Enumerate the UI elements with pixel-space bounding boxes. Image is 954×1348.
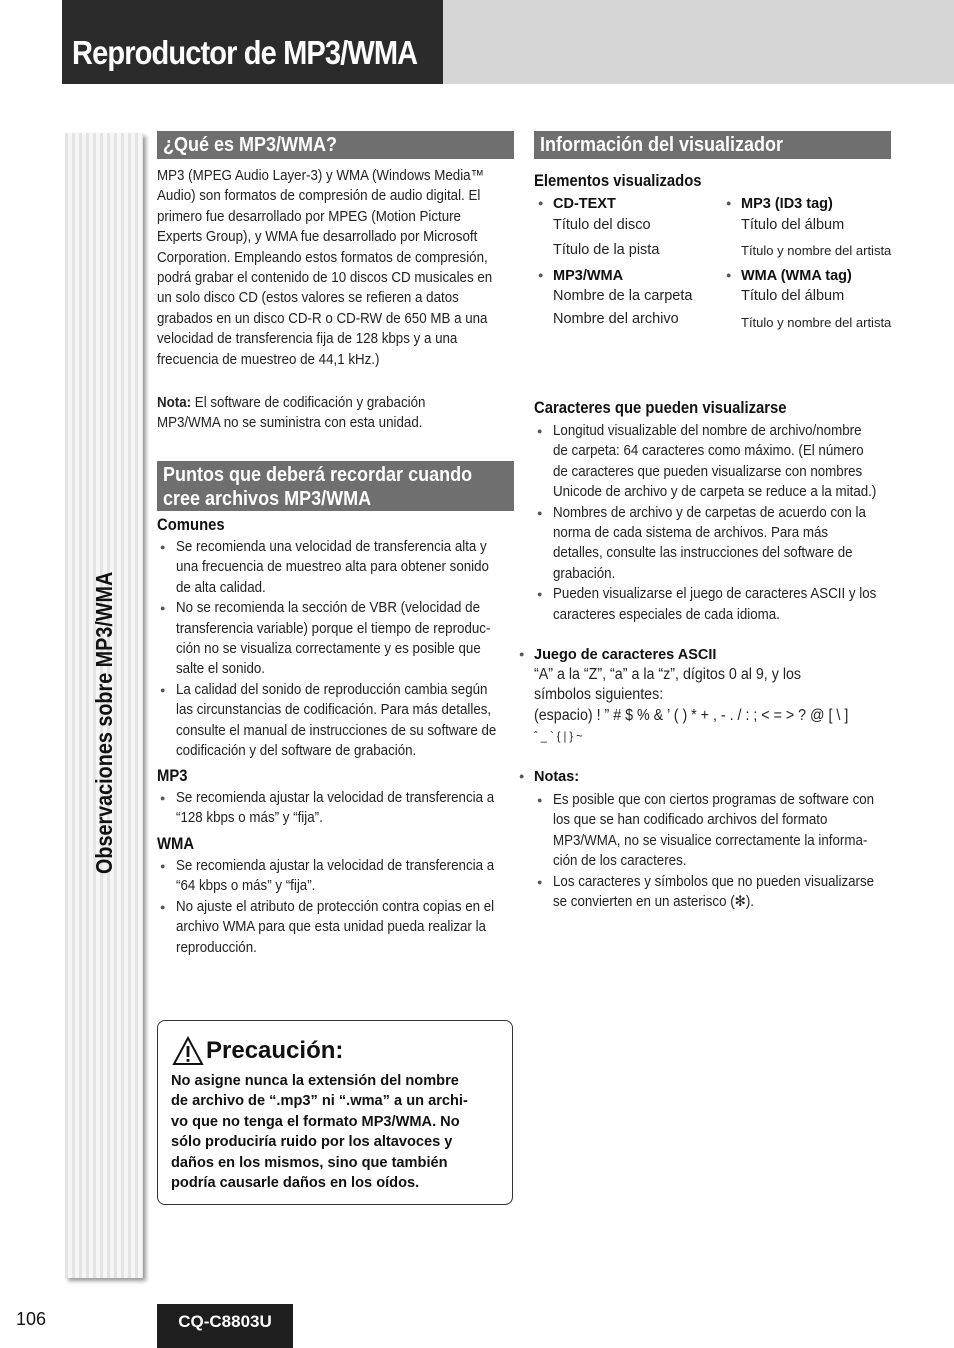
- section-what-is-body: MP3 (MPEG Audio Layer-3) y WMA (Windows Media™ Audio) son formatos de compresión de audio digital. El primero fue desarrollado por MPEG (Motion Picture Experts Group), y WMA fue desarrollado por Microsoft Corporation. Empleando estos formatos de compresión, podrá grabar el contenido de 10 discos CD musicales en un solo disco CD (estos valores se refieren a datos grabados en un disco CD-R o CD-RW de 650 MB a una velocidad de transferencia fija de 128 kbps y a una frecuencia de muestreo de 44,1 kHz.): [157, 168, 493, 368]
- list-mp3: [157, 788, 517, 829]
- caution-text: No asigne nunca la extensión del nombre de archivo de “.mp3” ni “.wma” a un archi- vo que no tenga el formato MP3/WMA. No sólo produciría ruido por los altavoces y daños en los mismos, sino que también podría causarle daños en los oídos.: [171, 1073, 468, 1192]
- note-label: Nota:: [157, 395, 192, 411]
- list-caracteres: [534, 421, 894, 625]
- subheading-caracteres: Caracteres que pueden visualizarse: [534, 399, 787, 417]
- list-item: ● Se recomienda ajustar la velocidad de transferencia a “64 kbps o más” y “fija”.: [157, 856, 517, 897]
- subheading-elementos: Elementos visualizados: [534, 172, 702, 190]
- page-number: 106: [16, 1309, 47, 1329]
- caution-box: [157, 1020, 513, 1205]
- list-comunes: [157, 537, 517, 761]
- list-item: ● Pueden visualizarse el juego de caracteres ASCII y los caracteres especiales de cada idioma.: [534, 584, 894, 625]
- wma-tag-label: ● WMA (WMA tag): [741, 268, 852, 284]
- ascii-body: “A” a la “Z”, “a” a la “z”, dígitos 0 al 9, y los símbolos siguientes: (espacio) ! ” # $ % & ’ ( ) * + , - . / : ; < = > ? @ [ \ ] ˆ _ ` { | } ~: [534, 666, 849, 744]
- cd-text-label: ● CD-TEXT: [553, 196, 616, 212]
- model-badge: CQ-C8803U: [157, 1304, 293, 1348]
- mp3wma-item: Nombre del archivo: [553, 311, 679, 327]
- wma-tag-item: Título del álbum: [741, 288, 845, 304]
- list-item: ● Los caracteres y símbolos que no pueden visualizarse se convierten en un asterisco (✻).: [534, 872, 894, 913]
- side-tab-label: Observaciones sobre MP3/WMA: [91, 571, 117, 874]
- id3-tag-label: ● MP3 (ID3 tag): [741, 196, 833, 212]
- subheading-wma: WMA: [157, 835, 195, 853]
- list-item: ● Se recomienda una velocidad de transferencia alta y una frecuencia de muestreo alta para obtener sonido de alta calidad.: [157, 537, 517, 598]
- notas-heading: ● Notas:: [534, 769, 579, 785]
- caution-title: Precaución:: [206, 1037, 344, 1064]
- list-notas: [534, 790, 894, 912]
- list-item: ● La calidad del sonido de reproducción cambia según las circunstancias de codificación. Para más detalles, consulte el manual de instrucciones de su software de codificación y del software de grabación.: [157, 680, 517, 762]
- ascii-heading: ● Juego de caracteres ASCII: [534, 647, 716, 663]
- section-heading-points: Puntos que deberá recordar cuando cree archivos MP3/WMA: [157, 461, 514, 511]
- mp3wma-label: ● MP3/WMA: [553, 268, 623, 284]
- list-item: ● Nombres de archivo y de carpetas de acuerdo con la norma de cada sistema de archivos. Para más detalles, consulte las instrucciones del software de grabación.: [534, 503, 894, 585]
- subheading-mp3: MP3: [157, 767, 188, 785]
- list-wma: [157, 856, 517, 958]
- subheading-comunes: Comunes: [157, 516, 225, 534]
- list-item: ● No ajuste el atributo de protección contra copias en el archivo WMA para que esta unidad pueda realizar la reproducción.: [157, 897, 517, 958]
- list-item: ● No se recomienda la sección de VBR (velocidad de transferencia variable) porque el tiempo de reproduc- ción no se visualiza correctamente y es posible que salte el sonido.: [157, 598, 517, 680]
- cd-text-item: Título de la pista: [553, 242, 660, 258]
- id3-tag-item: Título y nombre del artista: [741, 243, 892, 258]
- mp3wma-item: Nombre de la carpeta: [553, 288, 693, 304]
- note-paragraph: Nota: El software de codificación y grabación MP3/WMA no se suministra con esta unidad.: [157, 395, 426, 432]
- id3-tag-item: Título del álbum: [741, 217, 845, 233]
- wma-tag-item: Título y nombre del artista: [741, 315, 892, 330]
- section-heading-what-is: ¿Qué es MP3/WMA?: [157, 131, 514, 159]
- cd-text-item: Título del disco: [553, 217, 651, 233]
- list-item: ● Longitud visualizable del nombre de archivo/nombre de carpeta: 64 caracteres como máximo. (El número de caracteres que pueden visualizarse con nombres Unicode de archivo y de carpeta se reduce a la mitad.): [534, 421, 894, 503]
- warning-icon: [172, 1036, 204, 1066]
- section-heading-display-info: Información del visualizador: [534, 131, 891, 159]
- page-title: Reproductor de MP3/WMA: [72, 34, 418, 71]
- list-item: ● Se recomienda ajustar la velocidad de transferencia a “128 kbps o más” y “fija”.: [157, 788, 517, 829]
- list-item: ● Es posible que con ciertos programas de software con los que se han codificado archivos del formato MP3/WMA, no se visualice correctamente la informa- ción de los caracteres.: [534, 790, 894, 872]
